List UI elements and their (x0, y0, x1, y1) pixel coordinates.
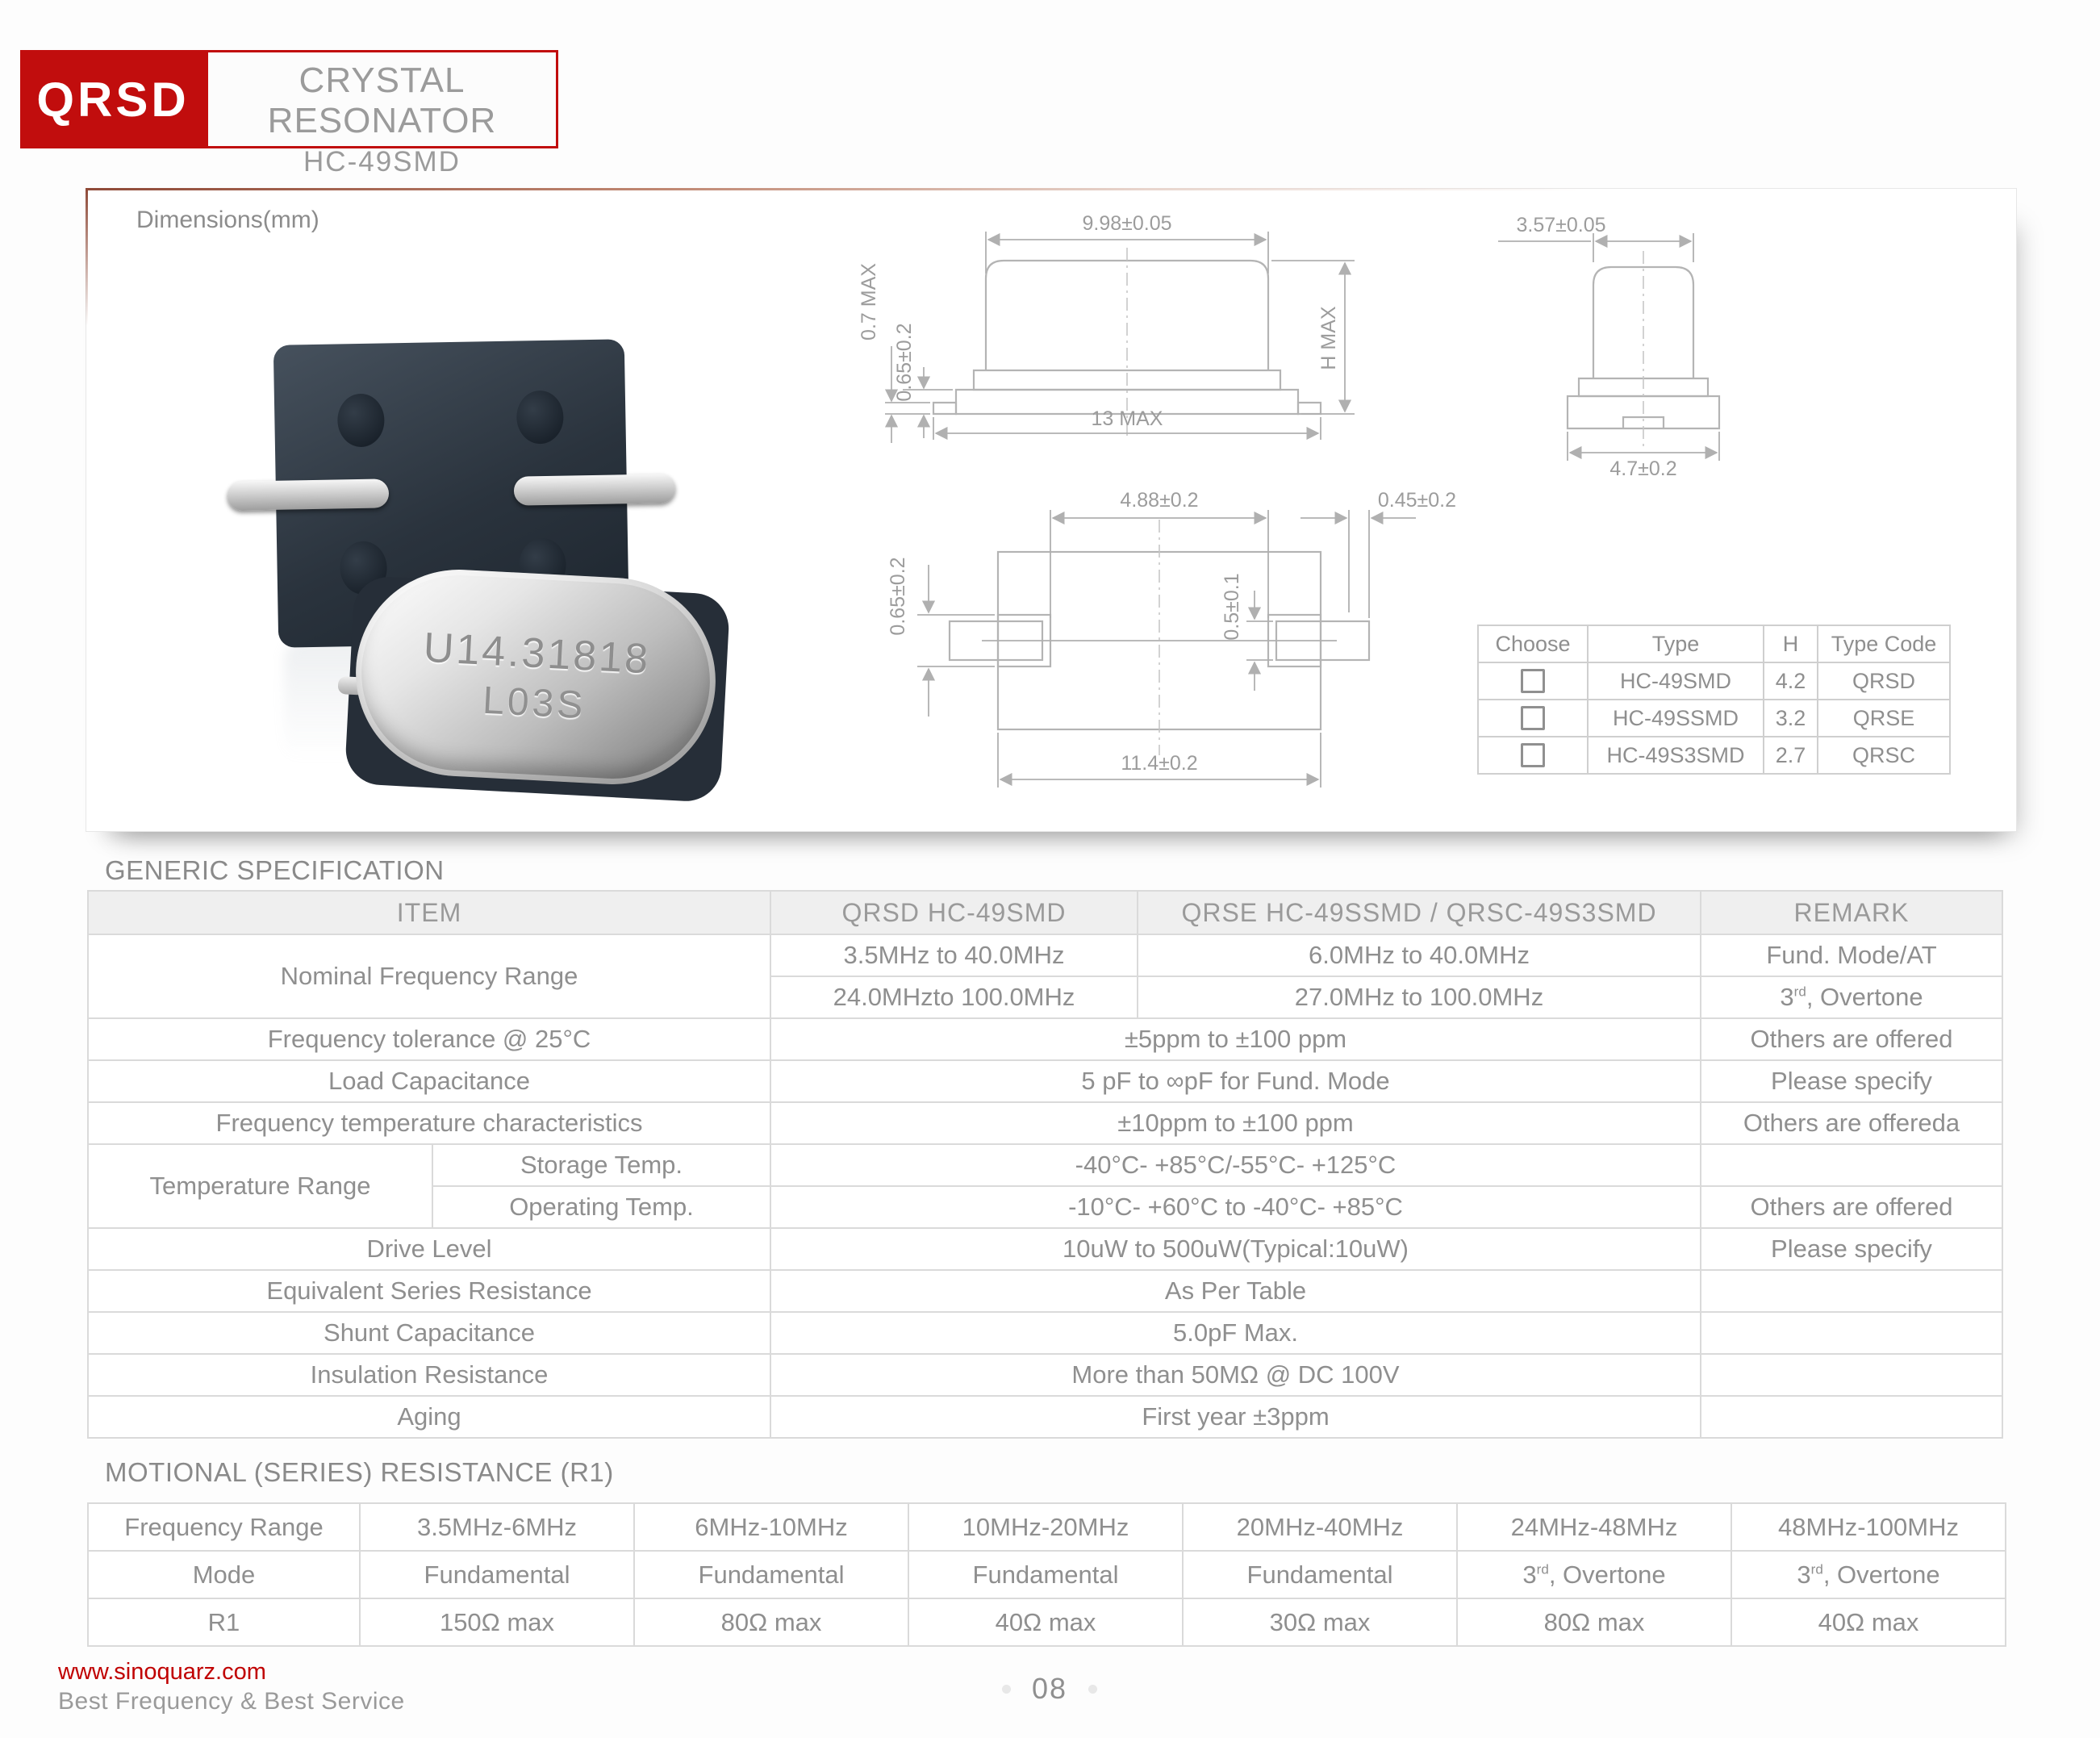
table-row (88, 1396, 2002, 1438)
dim-front-lead-thickness: 0.7 MAX (858, 263, 880, 340)
value-storage-temp: -40°C- +85°C/-55°C- +125°C (770, 1144, 1701, 1186)
code-cell: QRSE (1818, 700, 1950, 737)
table-row (88, 1144, 2002, 1186)
dim-front-top-width: 9.98±0.05 (1082, 212, 1172, 235)
overtone-rest: , Overtone (1548, 1560, 1666, 1589)
r1-value-cell: 40Ω max (1731, 1598, 2006, 1646)
choose-cell (1478, 662, 1588, 700)
item-drive-level: Drive Level (88, 1228, 770, 1270)
website-link[interactable]: www.sinoquarz.com (58, 1659, 266, 1685)
overtone-num: 3 (1797, 1560, 1811, 1589)
item-insulation-resistance: Insulation Resistance (88, 1354, 770, 1396)
r1-section-heading: MOTIONAL (SERIES) RESISTANCE (R1) (105, 1457, 614, 1487)
crystal-case (351, 565, 721, 790)
r1-value-cell: 30Ω max (1183, 1598, 1457, 1646)
r1-range-cell: 20MHz-40MHz (1183, 1503, 1457, 1551)
overtone-num: 3 (1522, 1560, 1537, 1589)
h-cell: 4.2 (1764, 662, 1818, 700)
bottom-view-drawing (861, 463, 1458, 802)
value-aging: First year ±3ppm (770, 1396, 1701, 1438)
r1-mode-cell: Fundamental (908, 1551, 1183, 1598)
table-header-row (88, 891, 2002, 934)
remark-fundamental: Fund. Mode/AT (1701, 934, 2002, 976)
choose-header: Choose (1478, 625, 1588, 662)
table-row (88, 1102, 2002, 1144)
table-row (1478, 700, 1950, 737)
overtone-rest: , Overtone (1806, 983, 1923, 1011)
remark-drive-level: Please specify (1701, 1228, 2002, 1270)
type-choose-table (1477, 625, 1951, 775)
choose-checkbox[interactable] (1521, 743, 1545, 767)
remark-load-capacitance: Please specify (1701, 1060, 2002, 1102)
item-load-capacitance: Load Capacitance (88, 1060, 770, 1102)
r1-mode-cell: Fundamental (634, 1551, 908, 1598)
value-qrse-fundamental: 6.0MHz to 40.0MHz (1138, 934, 1701, 976)
item-nominal-frequency-range: Nominal Frequency Range (88, 934, 770, 1018)
crystal-top-photo (344, 556, 732, 802)
dim-front-height: H MAX (1317, 306, 1340, 370)
remark-freq-temp-characteristics: Others are offereda (1701, 1102, 2002, 1144)
r1-row3-label: R1 (88, 1598, 360, 1646)
r1-range-cell: 48MHz-100MHz (1731, 1503, 2006, 1551)
panel-accent-line (86, 188, 2015, 190)
h-header: H (1764, 625, 1818, 662)
side-view-drawing (1490, 209, 1797, 475)
value-insulation-resistance: More than 50MΩ @ DC 100V (770, 1354, 1701, 1396)
value-load-capacitance: 5 pF to ∞pF for Fund. Mode (770, 1060, 1701, 1102)
type-cell: HC-49SSMD (1588, 700, 1764, 737)
dim-bottom-pad-thickness: 0.5±0.1 (1221, 573, 1243, 641)
code-cell: QRSC (1818, 737, 1950, 774)
dim-side-top-width: 3.57±0.05 (1516, 214, 1606, 236)
crystal-lead (228, 478, 390, 510)
choose-cell (1478, 700, 1588, 737)
h-cell: 3.2 (1764, 700, 1818, 737)
r1-range-cell: 10MHz-20MHz (908, 1503, 1183, 1551)
table-row (88, 1270, 2002, 1312)
item-frequency-tolerance: Frequency tolerance @ 25°C (88, 1018, 770, 1060)
page-number-block (969, 1672, 1130, 1706)
col-item: ITEM (88, 891, 770, 934)
page-dot-icon (1002, 1685, 1011, 1694)
dim-bottom-pad-height: 0.65±0.2 (887, 557, 909, 636)
brand-logo (20, 50, 206, 148)
dim-bottom-pad-overhang: 0.45±0.2 (1377, 489, 1456, 512)
document-title: CRYSTAL RESONATOR (267, 61, 497, 140)
value-esr: As Per Table (770, 1270, 1701, 1312)
item-shunt-capacitance: Shunt Capacitance (88, 1312, 770, 1354)
item-esr: Equivalent Series Resistance (88, 1270, 770, 1312)
remark-aging (1701, 1396, 2002, 1438)
choose-checkbox[interactable] (1521, 706, 1545, 730)
choose-cell (1478, 737, 1588, 774)
overtone-rest: , Overtone (1822, 1560, 1940, 1589)
type-code-header: Type Code (1818, 625, 1950, 662)
r1-range-cell: 3.5MHz-6MHz (360, 1503, 634, 1551)
type-cell: HC-49SMD (1588, 662, 1764, 700)
r1-range-cell: 6MHz-10MHz (634, 1503, 908, 1551)
crystal-lead (514, 474, 676, 505)
dim-front-bottom-width: 13 MAX (1091, 407, 1163, 430)
overtone-sup: rd (1536, 1561, 1549, 1577)
r1-mode-cell (1457, 1551, 1731, 1598)
remark-overtone (1701, 976, 2002, 1018)
dim-bottom-pad-span: 4.88±0.2 (1120, 489, 1199, 512)
crystal-marking-frequency: U14.31818 (422, 624, 652, 683)
value-shunt-capacitance: 5.0pF Max. (770, 1312, 1701, 1354)
dimensions-panel (86, 188, 2017, 832)
page-number: 08 (1031, 1672, 1068, 1705)
col-qrse: QRSE HC-49SSMD / QRSC-49S3SMD (1138, 891, 1701, 934)
r1-row2-label: Mode (88, 1551, 360, 1598)
choose-checkbox[interactable] (1521, 669, 1545, 693)
col-remark: REMARK (1701, 891, 2002, 934)
spec-section-heading: GENERIC SPECIFICATION (105, 855, 445, 885)
col-qrsd: QRSD HC-49SMD (770, 891, 1138, 934)
h-cell: 2.7 (1764, 737, 1818, 774)
dim-bottom-body-length: 11.4±0.2 (1121, 752, 1198, 775)
dim-front-standoff: 0.65±0.2 (893, 323, 916, 402)
page-dot-icon (1088, 1685, 1097, 1694)
overtone-sup: rd (1810, 1561, 1823, 1577)
r1-mode-cell: Fundamental (360, 1551, 634, 1598)
table-row (88, 1598, 2006, 1646)
table-row (1478, 662, 1950, 700)
overtone-sup: rd (1793, 984, 1806, 1000)
value-qrsd-overtone: 24.0MHzto 100.0MHz (770, 976, 1138, 1018)
motional-resistance-table (87, 1502, 2006, 1647)
value-qrse-overtone: 27.0MHz to 100.0MHz (1138, 976, 1701, 1018)
crystal-marking-lot: L03S (481, 679, 587, 727)
item-temperature-range: Temperature Range (88, 1144, 432, 1228)
remark-frequency-tolerance: Others are offered (1701, 1018, 2002, 1060)
table-row (88, 1354, 2002, 1396)
table-row (88, 1551, 2006, 1598)
r1-mode-cell: Fundamental (1183, 1551, 1457, 1598)
r1-value-cell: 80Ω max (634, 1598, 908, 1646)
remark-operating-temp: Others are offered (1701, 1186, 2002, 1228)
value-drive-level: 10uW to 500uW(Typical:10uW) (770, 1228, 1701, 1270)
r1-mode-cell (1731, 1551, 2006, 1598)
r1-range-cell: 24MHz-48MHz (1457, 1503, 1731, 1551)
dim-side-bottom-width: 4.7±0.2 (1609, 457, 1677, 475)
dimensions-label: Dimensions(mm) (136, 207, 319, 233)
crystal-hole (516, 391, 564, 445)
generic-specification-table (87, 890, 2003, 1439)
type-cell: HC-49S3SMD (1588, 737, 1764, 774)
value-frequency-tolerance: ±5ppm to ±100 ppm (770, 1018, 1701, 1060)
table-row (88, 1503, 2006, 1551)
value-freq-temp-characteristics: ±10ppm to ±100 ppm (770, 1102, 1701, 1144)
remark-insulation-resistance (1701, 1354, 2002, 1396)
brand-logo-text: QRSD (36, 72, 190, 127)
table-row (88, 1060, 2002, 1102)
panel-accent-line-left (86, 189, 88, 326)
overtone-num: 3 (1780, 983, 1794, 1011)
r1-value-cell: 80Ω max (1457, 1598, 1731, 1646)
code-cell: QRSD (1818, 662, 1950, 700)
r1-value-cell: 40Ω max (908, 1598, 1183, 1646)
front-view-drawing (853, 209, 1401, 451)
r1-value-cell: 150Ω max (360, 1598, 634, 1646)
document-subtitle: HC-49SMD (303, 146, 461, 178)
item-freq-temp-characteristics: Frequency temperature characteristics (88, 1102, 770, 1144)
value-qrsd-fundamental: 3.5MHz to 40.0MHz (770, 934, 1138, 976)
r1-row1-label: Frequency Range (88, 1503, 360, 1551)
remark-shunt-capacitance (1701, 1312, 2002, 1354)
value-operating-temp: -10°C- +60°C to -40°C- +85°C (770, 1186, 1701, 1228)
table-row (88, 1018, 2002, 1060)
table-row (1478, 737, 1950, 774)
type-header: Type (1588, 625, 1764, 662)
table-row (88, 934, 2002, 976)
remark-esr (1701, 1270, 2002, 1312)
item-operating-temp: Operating Temp. (432, 1186, 770, 1228)
document-title-box (206, 50, 558, 178)
crystal-hole (337, 393, 385, 447)
remark-storage-temp (1701, 1144, 2002, 1186)
item-aging: Aging (88, 1396, 770, 1438)
item-storage-temp: Storage Temp. (432, 1144, 770, 1186)
table-row (88, 1312, 2002, 1354)
table-row (1478, 625, 1950, 662)
company-slogan: Best Frequency & Best Service (58, 1688, 405, 1715)
table-row (88, 1228, 2002, 1270)
